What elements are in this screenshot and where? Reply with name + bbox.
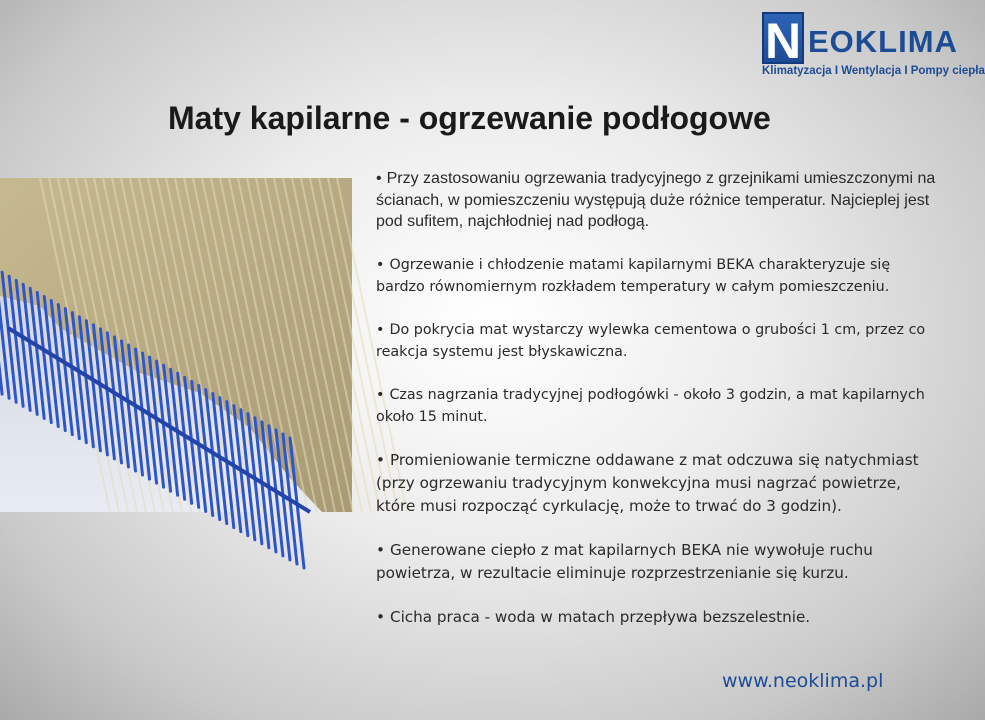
bullet-list [376, 168, 936, 629]
logo-wordmark: EOKLIMA [808, 24, 958, 59]
bullet-item: • Czas nagrzania tradycyjnej podłogówki - około 3 godzin, a mat kapilarnych około 15 minut. [376, 386, 925, 425]
logo-letter: N [764, 13, 802, 69]
bullet-item: • Promieniowanie termiczne oddawane z mat odczuwa się natychmiast (przy ogrzewaniu tradycyjnym konwekcyjna musi nagrzać powietrze, które musi rozpocząć cyrkulację, może to trwać do 3 godzin). [376, 450, 919, 515]
bullet-item: • Przy zastosowaniu ogrzewania tradycyjnego z grzejnikami umieszczonymi na ścianach, w pomieszczeniu występują duże różnice temperatur. Najcieplej jest pod sufitem, najchłodniej nad podłogą. [376, 170, 936, 230]
capillary-mat-photo [0, 178, 352, 512]
neoklima-logo [758, 8, 985, 88]
logo-tagline: Klimatyzacja I Wentylacja I Pompy ciepła [762, 65, 985, 77]
bullet-item: • Do pokrycia mat wystarczy wylewka cementowa o grubości 1 cm, przez co reakcja systemu jest błyskawiczna. [376, 321, 926, 360]
bullet-item: • Ogrzewanie i chłodzenie matami kapilarnymi BEKA charakteryzuje się bardzo równomiernym rozkładem temperatury w całym pomieszczeniu. [376, 256, 891, 295]
website-url: www.neoklima.pl [722, 670, 884, 692]
slide-title: Maty kapilarne - ogrzewanie podłogowe [168, 100, 771, 136]
logo-n-mark [762, 12, 804, 69]
bullet-item: • Cicha praca - woda w matach przepływa bezszelestnie. [376, 607, 811, 626]
bullet-item: • Generowane ciepło z mat kapilarnych BEKA nie wywołuje ruchu powietrza, w rezultacie eliminuje rozprzestrzenianie się kurzu. [376, 540, 873, 582]
